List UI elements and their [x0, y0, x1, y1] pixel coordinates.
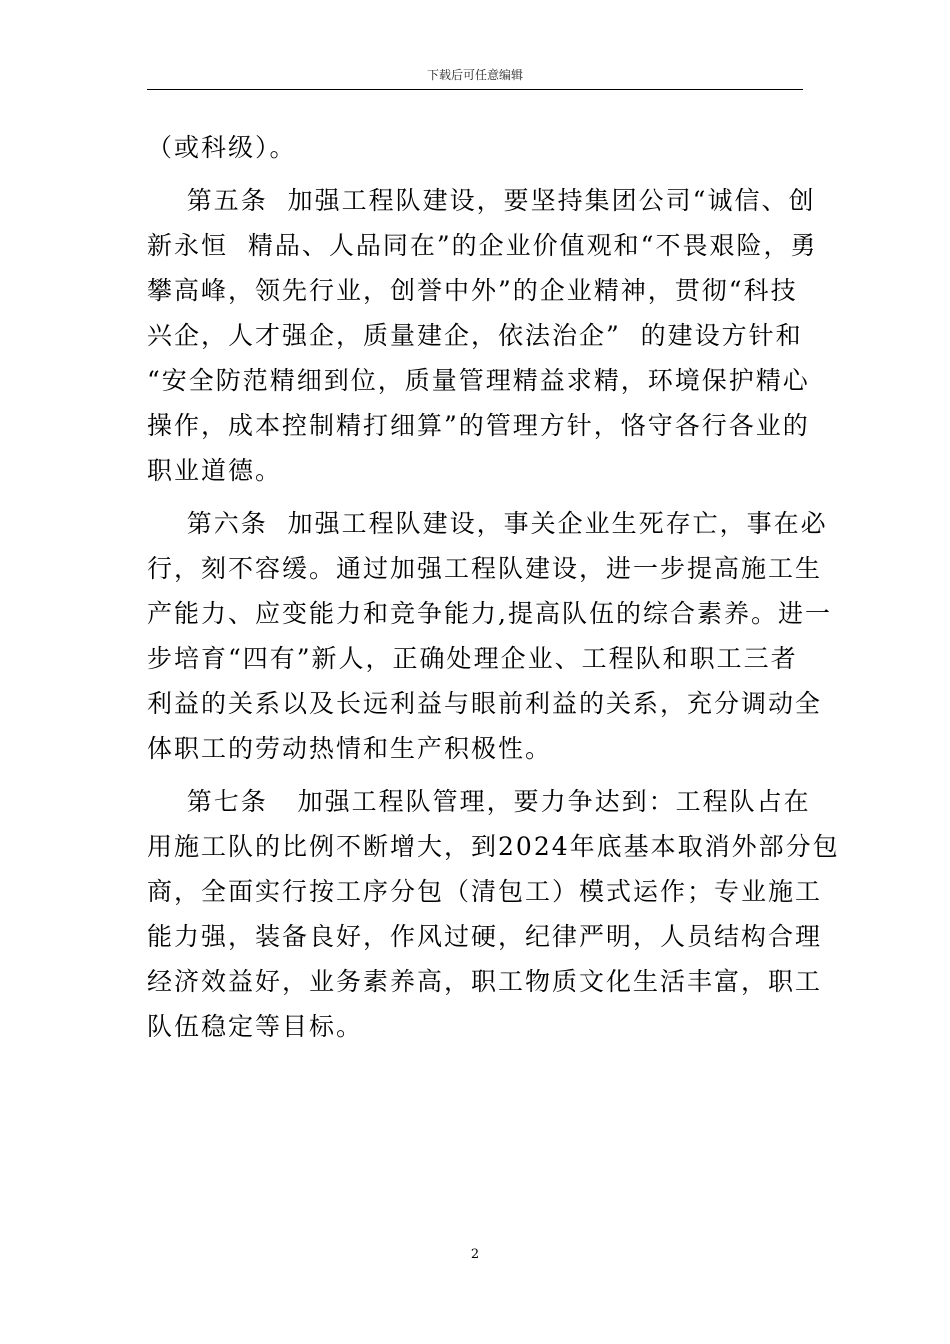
text-line: 第五条 加强工程队建设，要坚持集团公司“诚信、创 — [147, 186, 816, 215]
text-line: 第六条 加强工程队建设，事关企业生死存亡，事在必 — [147, 509, 828, 538]
text-line: 行，刻不容缓。通过加强工程队建设，进一步提高施工生 — [147, 554, 823, 583]
text-line: （或科级）。 — [147, 133, 297, 162]
text-line: 产能力、应变能力和竞争能力,提高队伍的综合素养。进一 — [147, 599, 832, 628]
text-line: 队伍稳定等目标。 — [147, 1012, 364, 1041]
text-line: 商，全面实行按工序分包（清包工）模式运作；专业施工 — [147, 877, 823, 906]
text-line: 操作，成本控制精打细算”的管理方针，恪守各行各业的 — [147, 411, 810, 440]
text-line: 新永恒 精品、人品同在”的企业价值观和“不畏艰险，勇 — [147, 231, 818, 260]
text-line: 职业道德。 — [147, 456, 283, 485]
text-line: 用施工队的比例不断增大，到2024年底基本取消外部分包 — [147, 832, 840, 861]
text-line: 攀高峰，领先行业，创誉中外”的企业精神，贯彻“科技 — [147, 276, 798, 305]
document-body — [147, 125, 840, 1049]
text-line: 能力强，装备良好，作风过硬，纪律严明，人员结构合理 — [147, 922, 823, 951]
page-header: 下载后可任意编辑 — [426, 68, 523, 82]
text-line: 利益的关系以及长远利益与眼前利益的关系，充分调动全 — [147, 689, 823, 718]
text-line: 体职工的劳动热情和生产积极性。 — [147, 734, 553, 763]
text-line: 兴企，人才强企，质量建企，依法治企” 的建设方针和 — [147, 321, 803, 350]
text-line: 步培育“四有”新人，正确处理企业、工程队和职工三者 — [147, 644, 798, 673]
text-line: 经济效益好，业务素养高，职工物质文化生活丰富，职工 — [147, 967, 823, 996]
text-line: “安全防范精细到位，质量管理精益求精，环境保护精心 — [147, 366, 810, 395]
header-divider — [147, 89, 803, 90]
text-line: 第七条 加强工程队管理，要力争达到：工程队占在 — [147, 787, 811, 816]
page-number: 2 — [470, 1247, 480, 1262]
